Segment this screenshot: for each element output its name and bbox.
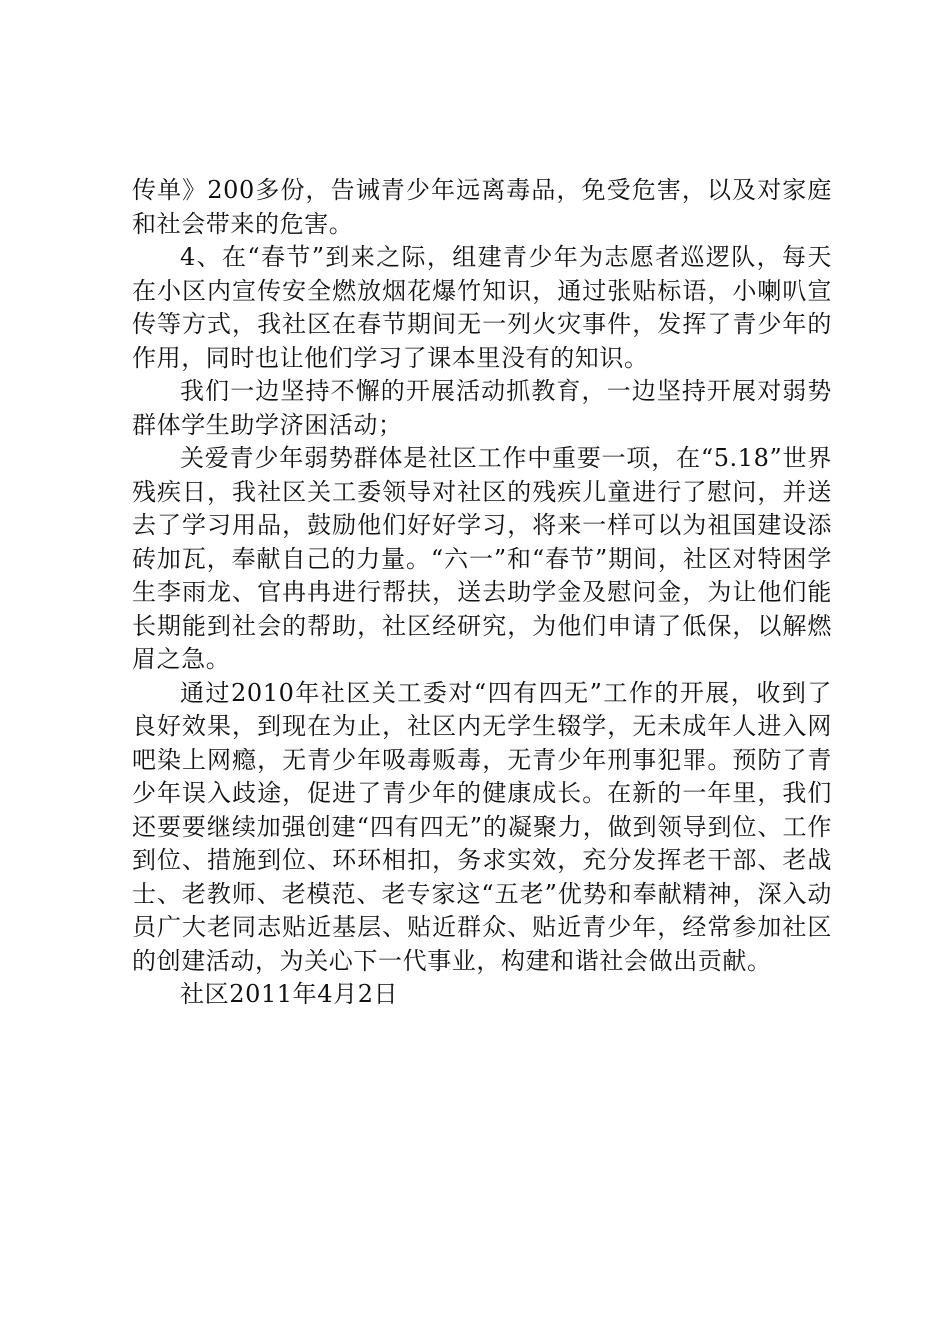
signature-date: 社区2011年4月2日 (180, 980, 399, 1008)
paragraph-education-and-aid: 我们一边坚持不懈的开展活动抓教育，一边坚持开展对弱势群体学生助学济困活动； (132, 377, 832, 439)
paragraph-spring-festival-patrol: 4、在“春节”到来之际，组建青少年为志愿者巡逻队，每天在小区内宣传安全燃放烟花爆竹知识，通过张贴标语，小喇叭宣传等方式，我社区在春节期间无一列火灾事件，发挥了青少年的作用，同时也让他们学习了课本里没有的知识。 (132, 243, 832, 372)
document-body (132, 174, 832, 1012)
paragraph-leaflet-continuation: 传单》200多份，告诫青少年远离毒品，免受危害，以及对家庭和社会带来的危害。 (132, 176, 832, 238)
paragraph-summary-and-outlook: 通过2010年社区关工委对“四有四无”工作的开展，收到了良好效果，到现在为止，社区内无学生辍学，无未成年人进入网吧染上网瘾，无青少年吸毒贩毒，无青少年刑事犯罪。预防了青少年误入歧途，促进了青少年的健康成长。在新的一年里，我们还要要继续加强创建“四有四无”的凝聚力，做到领导到位、工作到位、措施到位、环环相扣，务求实效，充分发挥老干部、老战士、老教师、老模范、老专家这“五老”优势和奉献精神，深入动员广大老同志贴近基层、贴近群众、贴近青少年，经常参加社区的创建活动，为关心下一代事业，构建和谐社会做出贡献。 (132, 678, 832, 975)
paragraph-care-for-vulnerable-youth: 关爱青少年弱势群体是社区工作中重要一项，在“5.18”世界残疾日，我社区关工委领导对社区的残疾儿童进行了慰问，并送去了学习用品，鼓励他们好好学习，将来一样可以为祖国建设添砖加瓦，奉献自己的力量。“六一”和“春节”期间，社区对特困学生李雨龙、官冉冉进行帮扶，送去助学金及慰问金，为让他们能长期能到社会的帮助，社区经研究，为他们申请了低保，以解燃眉之急。 (132, 444, 832, 673)
